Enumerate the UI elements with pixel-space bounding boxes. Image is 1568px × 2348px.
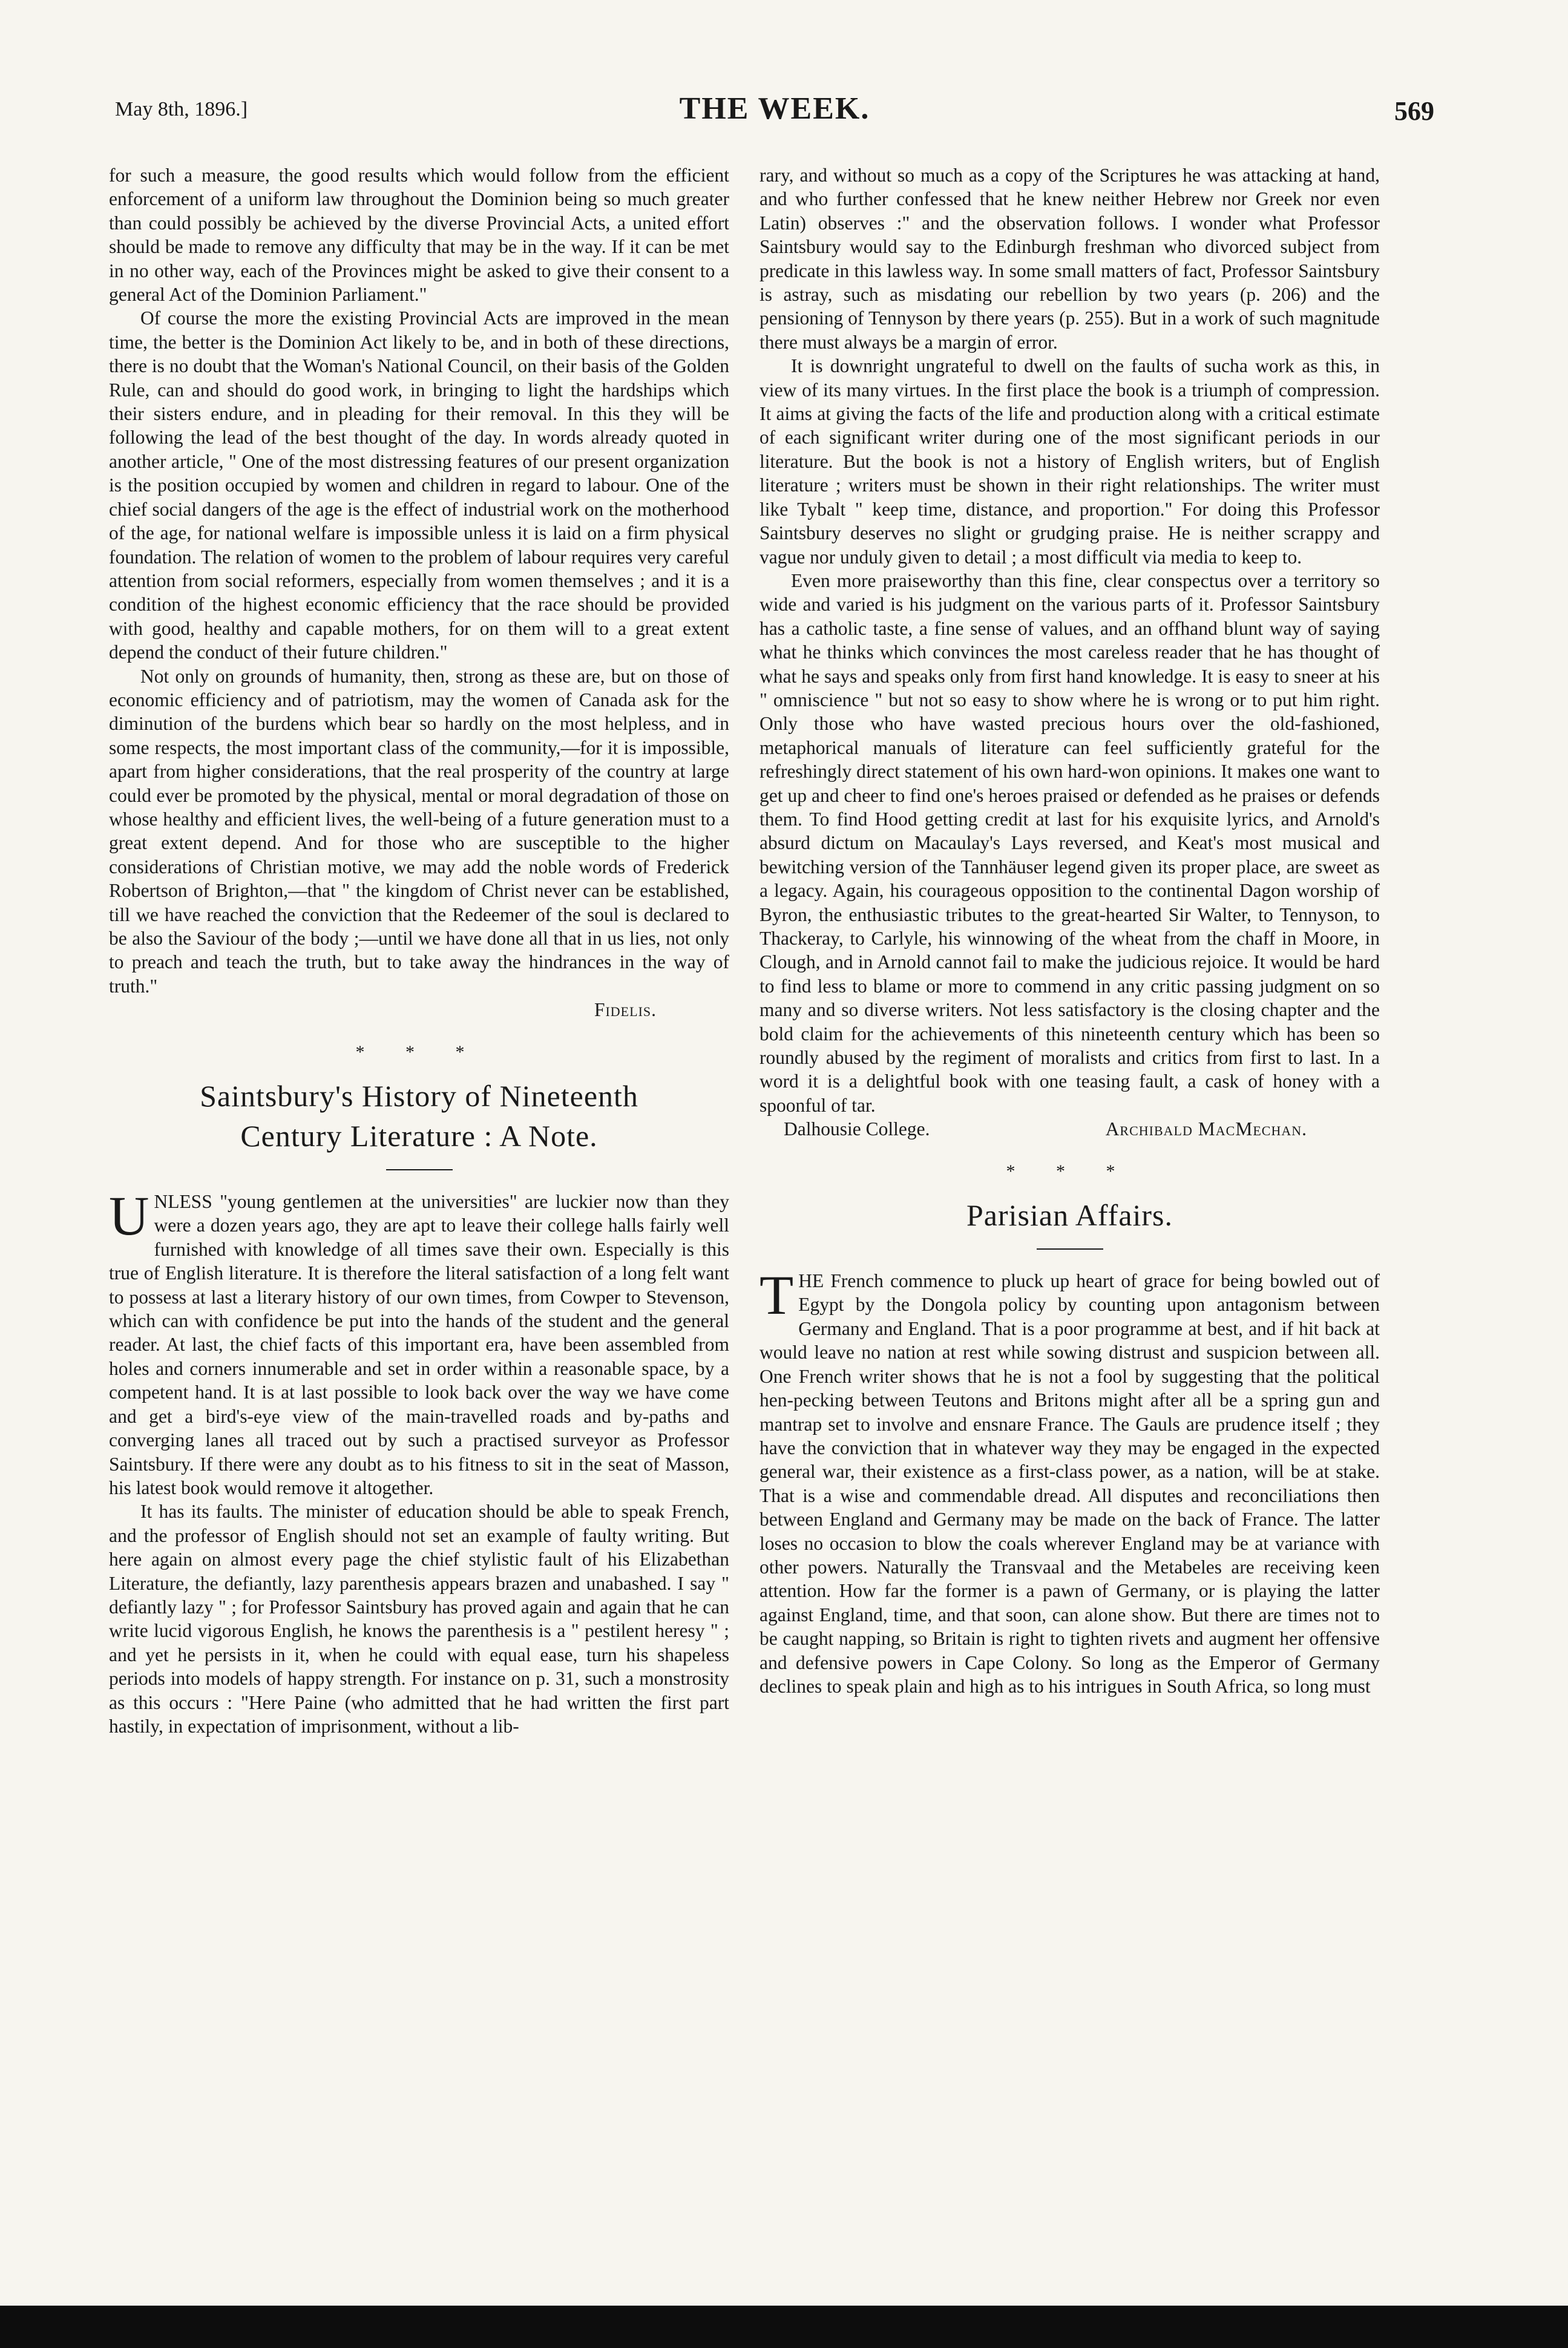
title-rule xyxy=(386,1169,453,1170)
paragraph: Even more praiseworthy than this fine, clear conspectus over a territory so wide and varied is his judgment on the various parts of it. Professor Saintsbury has a catholic taste, a fine sense of values, and an offhand blunt way of saying what he thinks which convinces the most careless reader that he has thought of what he says and speaks only from first hand knowledge. It is easy to sneer at his " omniscience " but not so easy to show where he is wrong or to put him right. Only those who have wasted precious hours over the old-fashioned, metaphorical manuals of literature can feel sufficiently grateful for the refreshingly direct statement of his own hard-won opinions. It makes one want to get up and cheer to find one's heroes praised or defended as he praises or defends them. To find Hood getting credit at last for his exquisite lyrics, and Arnold's absurd dictum on Macaulay's Lays reversed, and Keat's most musical and bewitching version of the Tannhäuser legend given its proper place, are sweet as a legacy. Again, his courageous opposition to the continental Dagon worship of Byron, the enthusiastic tributes to the great-hearted Sir Walter, to Tennyson, to Thackeray, to Carlyle, his winnowing of the wheat from the chaff in Moore, in Clough, and in Arnold cannot fail to make the judicious rejoice. It would be hard to find less to blame or more to commend in any critic passing judgment on so many and so diverse writers. Not less satisfactory is the closing chapter and the bold claim for the achievements of this nineteenth century which has been so roundly abused by the regiment of moralists and critics from first to last. In a word it is a delightful book with one teasing fault, a cask of honey with a spoonful of tar. xyxy=(759,569,1380,1116)
left-column xyxy=(109,163,729,1738)
paragraph-text: French commence to pluck up heart of grace for being bowled out of Egypt by the Dongola policy by counting upon antagonism between Germany and England. That is a poor programme at best, and if hit back at would leave no nation at rest while sowing distrust and suspicion between all. One French writer shows that he is not a fool by suggesting that the political hen-pecking between Teutons and Britons might after all be a spring gun and mantrap set to involve and ensnare France. The Gauls are prudence itself ; they have the conviction that in whatever way they may be engaged in the expected general war, their existence as a first-class power, as a nation, will be at stake. That is a wise and commendable dread. All disputes and reconciliations then between England and Germany may be made on the back of France. The latter loses no occasion to blow the coals wherever England may be at variance with other powers. Naturally the Transvaal and the Metabeles are receiving keen attention. How far the former is a pawn of Germany, or is playing the latter against England, time, and that soon, can alone show. But there are times not to be caught napping, so Britain is right to tighten rivets and augment her offensive and defensive powers in Cape Colony. So long as the Emperor of Germany declines to speak plain and high as to his intrigues in South Africa, so long must xyxy=(759,1270,1380,1697)
signature-row xyxy=(759,1117,1380,1141)
signature-row xyxy=(109,998,729,1022)
publication-title: THE WEEK. xyxy=(679,91,870,126)
scan-edge xyxy=(0,2306,1568,2348)
article-title-line: Saintsbury's History of Nineteenth xyxy=(200,1079,638,1113)
section-separator: * * * xyxy=(1006,1161,1133,1181)
paragraph: Not only on grounds of humanity, then, strong as these are, but on those of economic efficiency and of patriotism, may the women of Canada ask for the diminution of the burdens which bear so hardly on the most helpless, and in some respects, the most important class of the community,—for it is impossible, apart from higher considerations, that the real prosperity of the country at large could ever be promoted by the physical, mental or moral degradation of those on whose healthy and efficient lives, the well-being of a future generation must to a great extent depend. And for those who are susceptible to the higher considerations of Christian motive, we may add the noble words of Frederick Robertson of Brighton,—that " the kingdom of Christ never can be established, till we have reached the conviction that the Redeemer of the soul is declared to be also the Saviour of the body ;—until we have done all that in us lies, not only to preach and teach the truth, but to take away the hindrances in the way of truth." xyxy=(109,665,729,997)
page-number: 569 xyxy=(1394,96,1434,126)
issue-date: May 8th, 1896.] xyxy=(115,98,248,120)
drop-cap: T xyxy=(759,1264,794,1326)
right-column xyxy=(759,163,1380,1698)
lead-word: NLESS xyxy=(154,1191,212,1213)
drop-cap: U xyxy=(109,1185,149,1247)
paragraph: It is downright ungrateful to dwell on the faults of sucha work as this, in view of its many virtues. In the first place the book is a triumph of compression. It aims at giving the facts of the life and production along with a critical estimate of each significant writer during one of the most significant periods in our literature. But the book is not a history of English writers, but of English literature ; writers must be shown in their right relationships. The writer must like Tybalt " keep time, distance, and proportion." For doing this Professor Saintsbury deserves no slight or grudging praise. He is neither scrappy and vague nor unduly given to detail ; a most difficult via media to keep to. xyxy=(759,355,1380,568)
affiliation: Dalhousie College. xyxy=(784,1118,930,1140)
article-first-paragraph xyxy=(759,1264,1380,1698)
paragraph: Of course the more the existing Provincial Acts are improved in the mean time, the better is the Dominion Act likely to be, and in both of these directions, there is no doubt that the Woman's National Council, on their basis of the Golden Rule, can and should do good work, in bringing to light the hardships which their sisters endure, and in pleading for their removal. In this they will be following the lead of the best thought of the day. In words already quoted in another article, " One of the most distressing features of our present organization is the position occupied by women and children in regard to labour. One of the chief social dangers of the age is the effect of industrial work on the motherhood of the age, for national welfare is impossible unless it is laid on a firm physical foundation. The relation of women to the problem of labour requires very careful attention from social reformers, especially from women themselves ; and it is a condition of the highest economic efficiency that the race should be provided with good, healthy and capable mothers, for on them will to a great extent depend the conduct of their future children." xyxy=(109,307,729,663)
author-name: Archibald MacMechan. xyxy=(1105,1118,1307,1140)
paragraph: rary, and without so much as a copy of the Scriptures he was attacking at hand, and who further confessed that he knew neither Hebrew nor Greek nor even Latin) observes :" and the observation follows. I wonder what Professor Saintsbury would say to the Edinburgh freshman who divorced subject from predicate in this lawless way. In some small matters of fact, Professor Saintsbury is astray, such as misdating our rebellion by two years (p. 206) and the pensioning of Tennyson by there years (p. 255). But in a work of such magnitude there must always be a margin of error. xyxy=(759,165,1380,353)
title-rule xyxy=(1037,1248,1103,1250)
paragraph: It has its faults. The minister of education should be able to speak French, and the professor of English should not set an example of faulty writing. But here again on almost every page the chief stylistic fault of his Elizabethan Literature, the defiantly, lazy parenthesis appears brazen and unabashed. I say " defiantly lazy " ; for Professor Saintsbury has proved again and again that he can write lucid vigorous English, he knows the parenthesis is a " pestilent heresy " ; and yet he persists in it, when he could with equal ease, turn his shapeless periods into models of happy strength. For instance on p. 31, such a monstrosity as this occurs : "Here Paine (who admitted that he had written the first part hastily, in expectation of imprisonment, without a lib- xyxy=(109,1501,729,1737)
page-header xyxy=(115,91,1434,145)
article-title xyxy=(109,1076,729,1156)
lead-word: HE xyxy=(798,1270,824,1292)
section-separator: * * * xyxy=(355,1041,483,1062)
paragraph: for such a measure, the good results which would follow from the efficient enforcement of a uniform law throughout the Dominion being so much greater than could possibly be achieved by the diverse Provincial Acts, a united effort should be made to remove any difficulty that may be in the way. If it can be met in no other way, each of the Provinces might be asked to give their consent to a general Act of the Dominion Parliament." xyxy=(109,165,729,306)
paragraph-text: "young gentlemen at the universities" are luckier now than they were a dozen years ago, they are apt to leave their college halls fairly well furnished with knowledge of all times save their own. Especially is this true of English literature. It is therefore the literal satisfaction of a long felt want to possess at last a literary history of our own times, from Cowper to Stevenson, which can with confidence be put into the hands of the student and the general reader. At last, the chief facts of this important era, have been assembled from holes and corners innumerable and set in order within a reasonable space, by a competent hand. It is at last possible to look back over the way we have come and get a bird's-eye view of the main-travelled roads and by-paths and converging lanes all traced out by such a practised surveyor as Professor Saintsbury. If there were any doubt as to his fitness to sit in the seat of Masson, his latest book would remove it altogether. xyxy=(109,1191,729,1498)
article-first-paragraph xyxy=(109,1185,729,1500)
signature: Fidelis. xyxy=(594,999,657,1021)
article-title-line: Century Literature : A Note. xyxy=(240,1119,598,1153)
article-title: Parisian Affairs. xyxy=(966,1198,1173,1233)
